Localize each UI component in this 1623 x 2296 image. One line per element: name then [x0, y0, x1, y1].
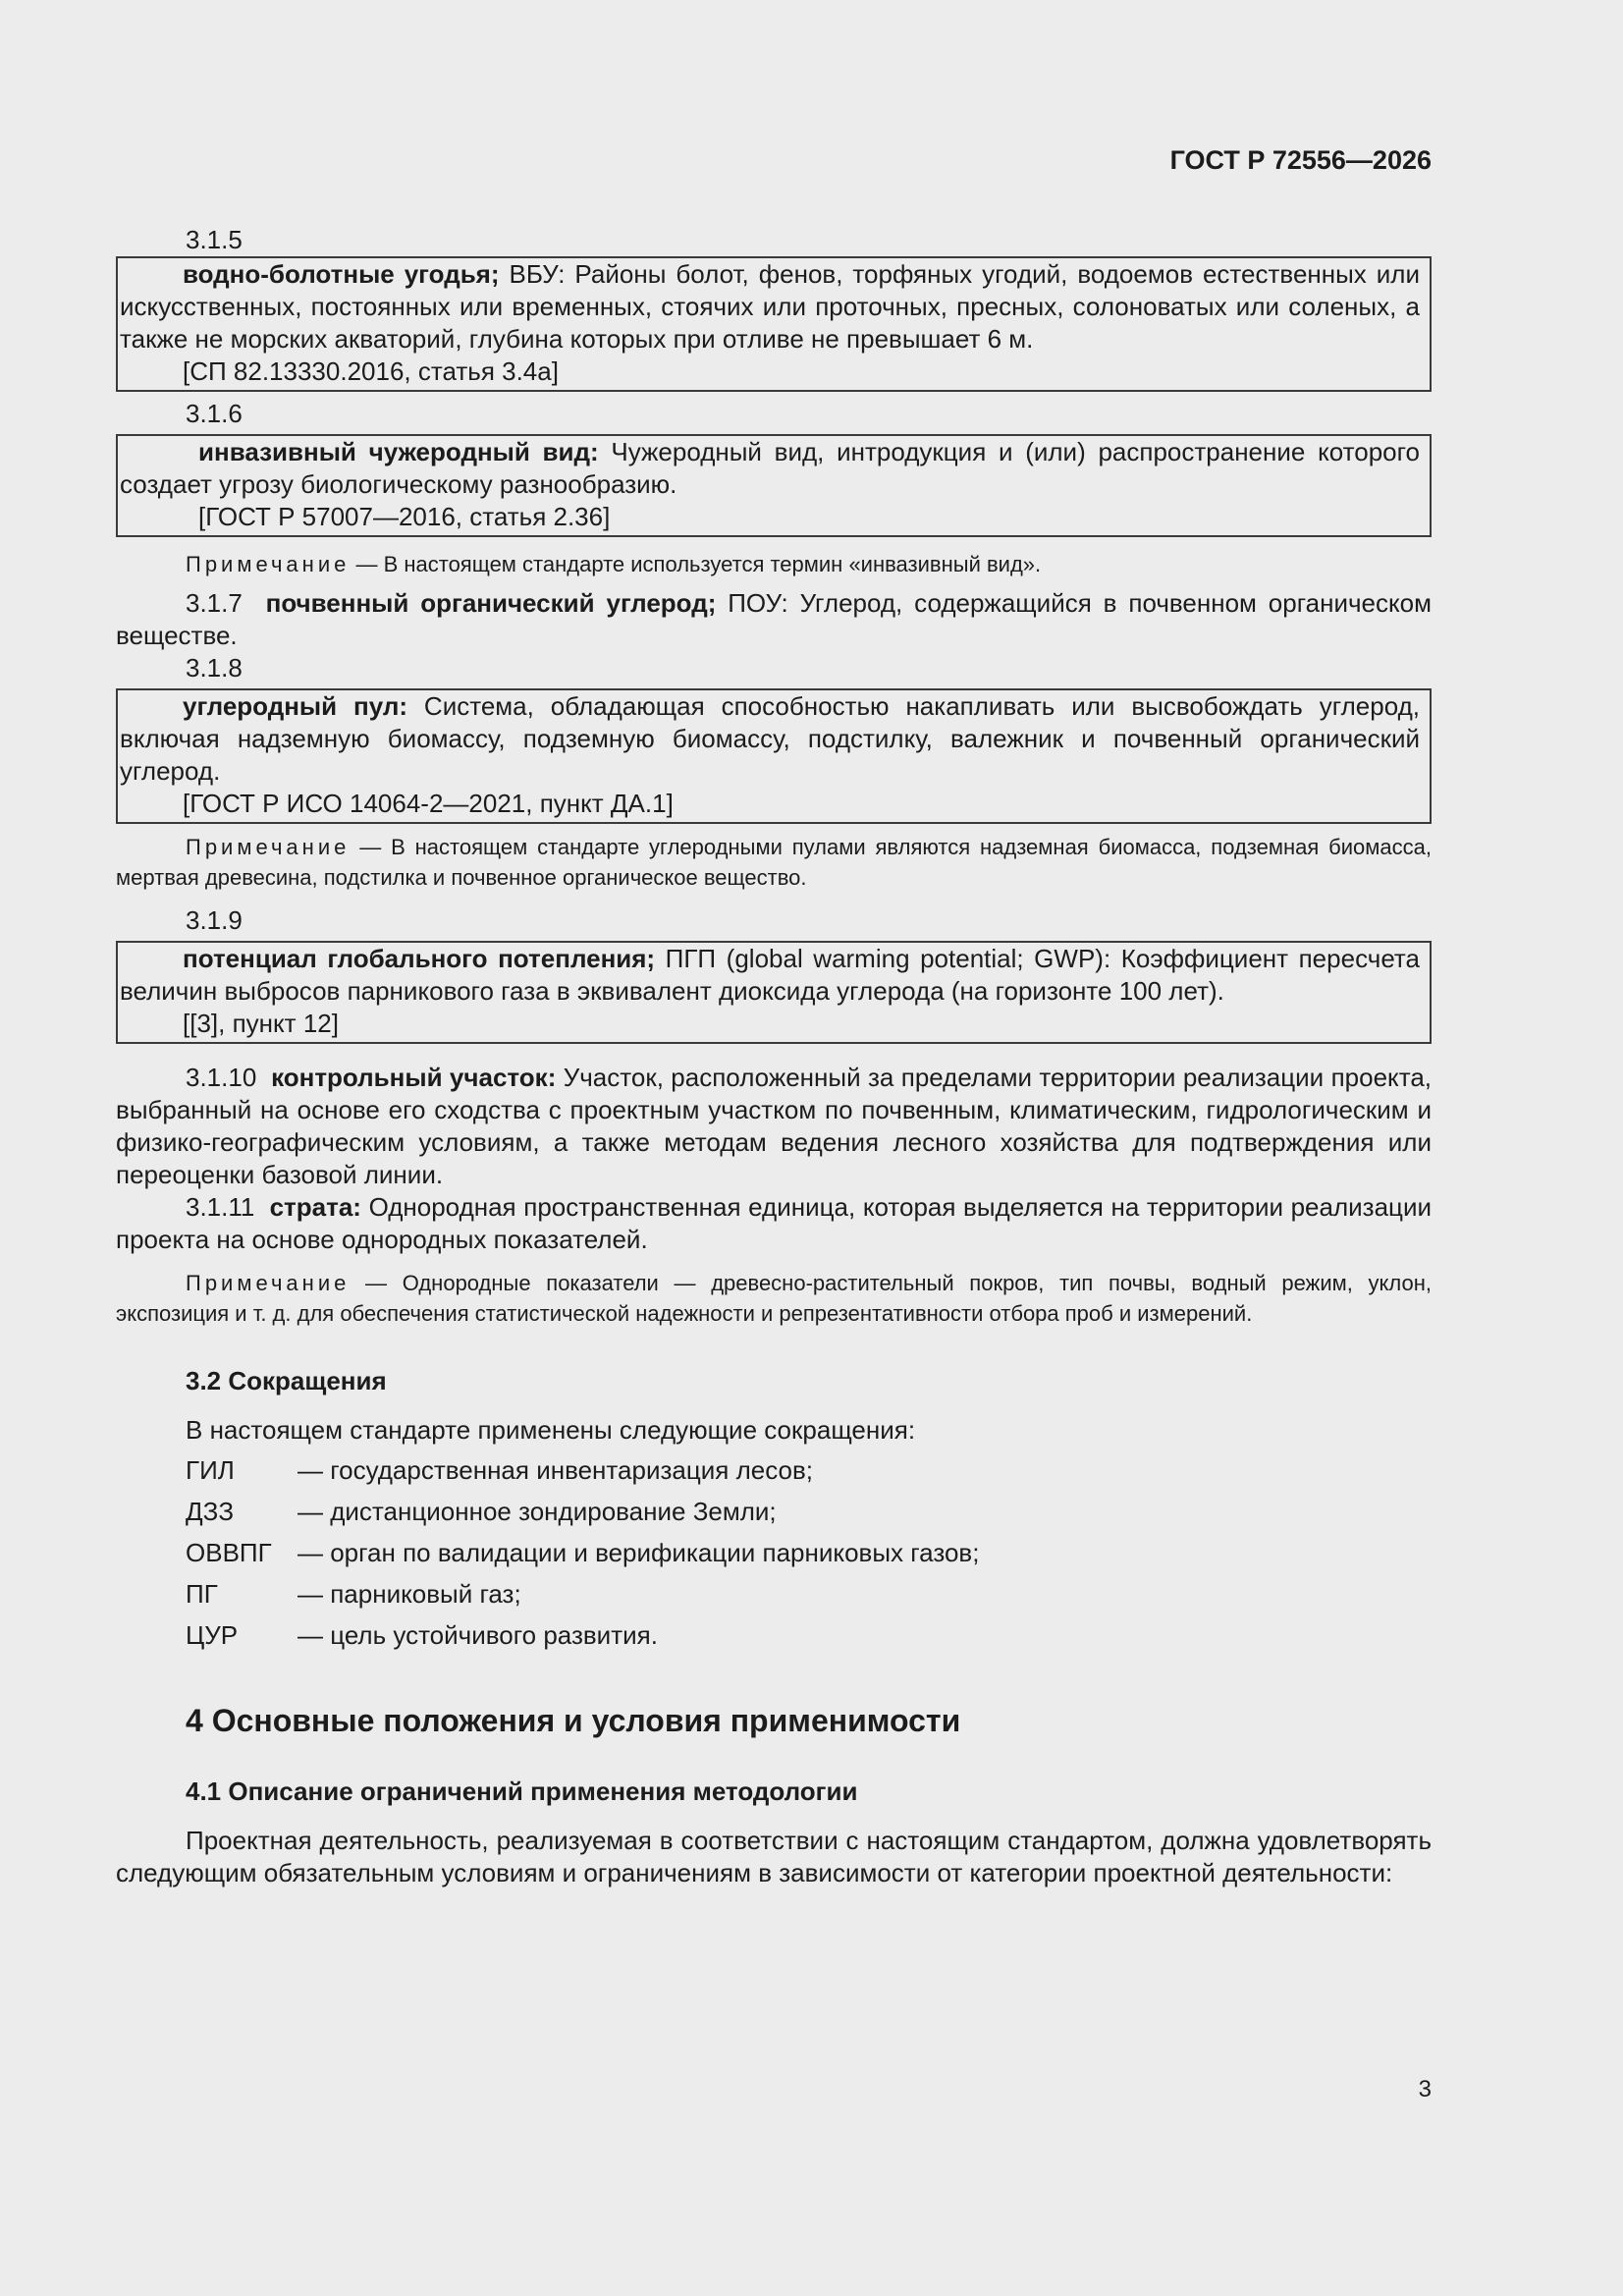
abbreviation-item [116, 1578, 1432, 1611]
term-definition [120, 436, 1420, 501]
abbreviation-text: — государственная инвентаризация лесов; [298, 1455, 813, 1485]
note-text: — В настоящем стандарте используется термин «инвазивный вид». [350, 552, 1042, 576]
term-box [116, 688, 1432, 824]
subsection-heading: 4.1 Описание ограничений применения методологии [186, 1777, 858, 1806]
term-source: [[3], пункт 12] [183, 1009, 339, 1038]
term-source: [ГОСТ Р ИСО 14064-2—2021, пункт ДА.1] [183, 789, 674, 818]
abbreviation: ЦУР [186, 1620, 239, 1650]
term-definition [116, 1191, 1432, 1256]
abbreviation-text: — парниковый газ; [298, 1579, 521, 1609]
term-body: ВБУ: Районы болот, фенов, торфяных угодий, водоемов естественных или искусственных, постоянных или временных, стоячих или проточных, пресных, солоноватых или соленых, а также не морских акваторий, глубина которых при отливе не превышает 6 м. [120, 259, 1420, 354]
chapter-heading: 4 Основные положения и условия применимости [186, 1703, 961, 1738]
term-body: Участок, расположенный за пределами территории реализации проекта, выбранный на основе его сходства с проектным участком по почвенным, климатическим, гидрологическим и физико-географическим условиям, а также методам ведения лесного хозяйства для подтверждения или переоценки базовой линии. [116, 1063, 1433, 1189]
abbreviation-item [116, 1454, 1432, 1487]
note-label: Примечание [186, 1271, 351, 1295]
term-number: 3.1.6 [186, 399, 243, 428]
term-name: водно-болотные угодья; [183, 259, 500, 289]
page-content [116, 224, 1432, 1889]
term-note [116, 1268, 1432, 1329]
term-definition [120, 943, 1420, 1008]
term-note [116, 832, 1432, 893]
term-body: ПГП (global warming potential; GWP): Коэффициент пересчета величин выбросов парникового газа в эквивалент диоксида углерода (на горизонте 100 лет). [120, 944, 1420, 1006]
body-paragraph: Проектная деятельность, реализуемая в соответствии с настоящим стандартом, должна удовлетворять следующим обязательным условиям и ограничениям в зависимости от категории проектной деятельности: [116, 1826, 1432, 1887]
abbreviation-list [116, 1454, 1432, 1652]
term-name: страта: [269, 1192, 361, 1222]
term-name: почвенный органический углерод; [265, 588, 717, 618]
abbreviation-text: — дистанционное зондирование Земли; [298, 1497, 777, 1526]
term-number: 3.1.9 [186, 905, 243, 935]
term-box [116, 256, 1432, 392]
section-intro: В настоящем стандарте применены следующие сокращения: [186, 1415, 916, 1445]
term-body: Однородная пространственная единица, которая выделяется на территории реализации проекта на основе однородных показателей. [116, 1192, 1432, 1254]
term-number: 3.1.11 [186, 1192, 255, 1222]
term-definition [120, 258, 1420, 355]
note-text: — Однородные показатели — древесно-растительный покров, тип почвы, водный режим, уклон, экспозиция и т. д. для обеспечения статистической надежности и репрезентативности отбора проб и измерений. [116, 1271, 1432, 1326]
term-definition [116, 587, 1432, 652]
abbreviation: ОВВПГ [186, 1538, 272, 1567]
abbreviation: ПГ [186, 1579, 218, 1609]
page-number: 3 [1418, 2076, 1432, 2103]
term-name: инвазивный чужеродный вид: [198, 437, 599, 466]
term-definition [120, 690, 1420, 788]
abbreviation-item [116, 1496, 1432, 1528]
term-definition [116, 1062, 1432, 1191]
abbreviation-text: — цель устойчивого развития. [298, 1620, 658, 1650]
document-id: ГОСТ Р 72556—2026 [1169, 145, 1432, 175]
term-box [116, 434, 1432, 537]
abbreviation-item [116, 1619, 1432, 1652]
abbreviation: ДЗЗ [186, 1497, 235, 1526]
term-body: ПОУ: Углерод, содержащийся в почвенном органическом веществе. [116, 588, 1432, 650]
term-name: углеродный пул: [183, 691, 408, 721]
term-name: потенциал глобального потепления; [183, 944, 656, 973]
note-label: Примечание [186, 552, 351, 576]
term-number: 3.1.5 [186, 225, 243, 254]
note-label: Примечание [186, 835, 351, 859]
term-source: [СП 82.13330.2016, статья 3.4а] [183, 356, 559, 386]
term-body: Чужеродный вид, интродукция и (или) распространение которого создает угрозу биологическому разнообразию. [120, 437, 1420, 499]
term-number: 3.1.7 [186, 588, 243, 618]
abbreviation-item [116, 1537, 1432, 1569]
term-number: 3.1.10 [186, 1063, 257, 1092]
term-number: 3.1.8 [186, 653, 243, 683]
document-page [116, 0, 1432, 2296]
term-source: [ГОСТ Р 57007—2016, статья 2.36] [198, 502, 611, 531]
term-name: контрольный участок: [271, 1063, 557, 1092]
abbreviation: ГИЛ [186, 1455, 235, 1485]
term-note [116, 549, 1432, 579]
term-box [116, 941, 1432, 1044]
term-body: Система, обладающая способностью накапливать или высвобождать углерод, включая надземную биомассу, подземную биомассу, подстилку, валежник и почвенный органический углерод. [120, 691, 1420, 786]
note-text: — В настоящем стандарте углеродными пулами являются надземная биомасса, подземная биомасса, мертвая древесина, подстилка и почвенное органическое вещество. [116, 835, 1432, 890]
abbreviation-text: — орган по валидации и верификации парниковых газов; [298, 1538, 980, 1567]
section-heading: 3.2 Сокращения [186, 1366, 387, 1395]
